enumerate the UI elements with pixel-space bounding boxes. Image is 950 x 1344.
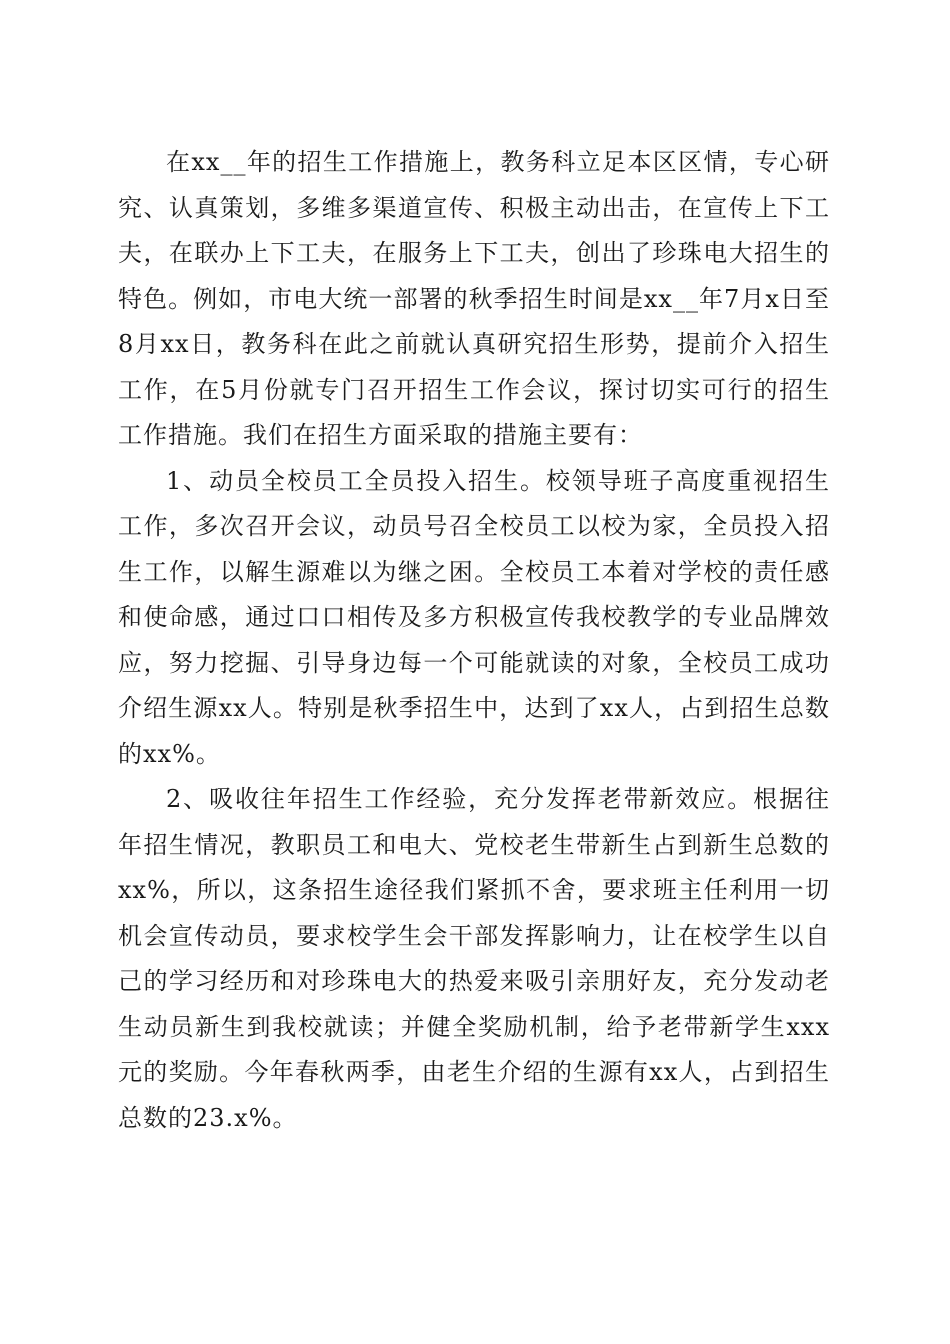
paragraph-intro: 在xx__年的招生工作措施上，教务科立足本区区情，专心研究、认真策划，多维多渠道宣传、积极主动出击，在宣传上下工夫，在联办上下工夫，在服务上下工夫，创出了珍珠电大招生的特色。例如，市电大统一部署的秋季招生时间是xx__年7月x日至8月xx日，教务科在此之前就认真研究招生形势，提前介入招生工作，在5月份就专门召开招生工作会议，探讨切实可行的招生工作措施。我们在招生方面采取的措施主要有： (118, 148, 830, 449)
paragraph-measure-2: 2、吸收往年招生工作经验，充分发挥老带新效应。根据往年招生情况，教职员工和电大、党校老生带新生占到新生总数的xx%，所以，这条招生途径我们紧抓不舍，要求班主任利用一切机会宣传动员，要求校学生会干部发挥影响力，让在校学生以自己的学习经历和对珍珠电大的热爱来吸引亲朋好友，充分发动老生动员新生到我校就读；并健全奖励机制，给予老带新学生xxx元的奖励。今年春秋两季，由老生介绍的生源有xx人，占到招生总数的23.x%。 (118, 785, 830, 1132)
paragraph-measure-1: 1、动员全校员工全员投入招生。校领导班子高度重视招生工作，多次召开会议，动员号召全校员工以校为家，全员投入招生工作，以解生源难以为继之困。全校员工本着对学校的责任感和使命感，通过口口相传及多方积极宣传我校教学的专业品牌效应，努力挖掘、引导身边每一个可能就读的对象，全校员工成功介绍生源xx人。特别是秋季招生中，达到了xx人，占到招生总数的xx%。 (118, 466, 830, 768)
document-body (118, 140, 830, 1141)
